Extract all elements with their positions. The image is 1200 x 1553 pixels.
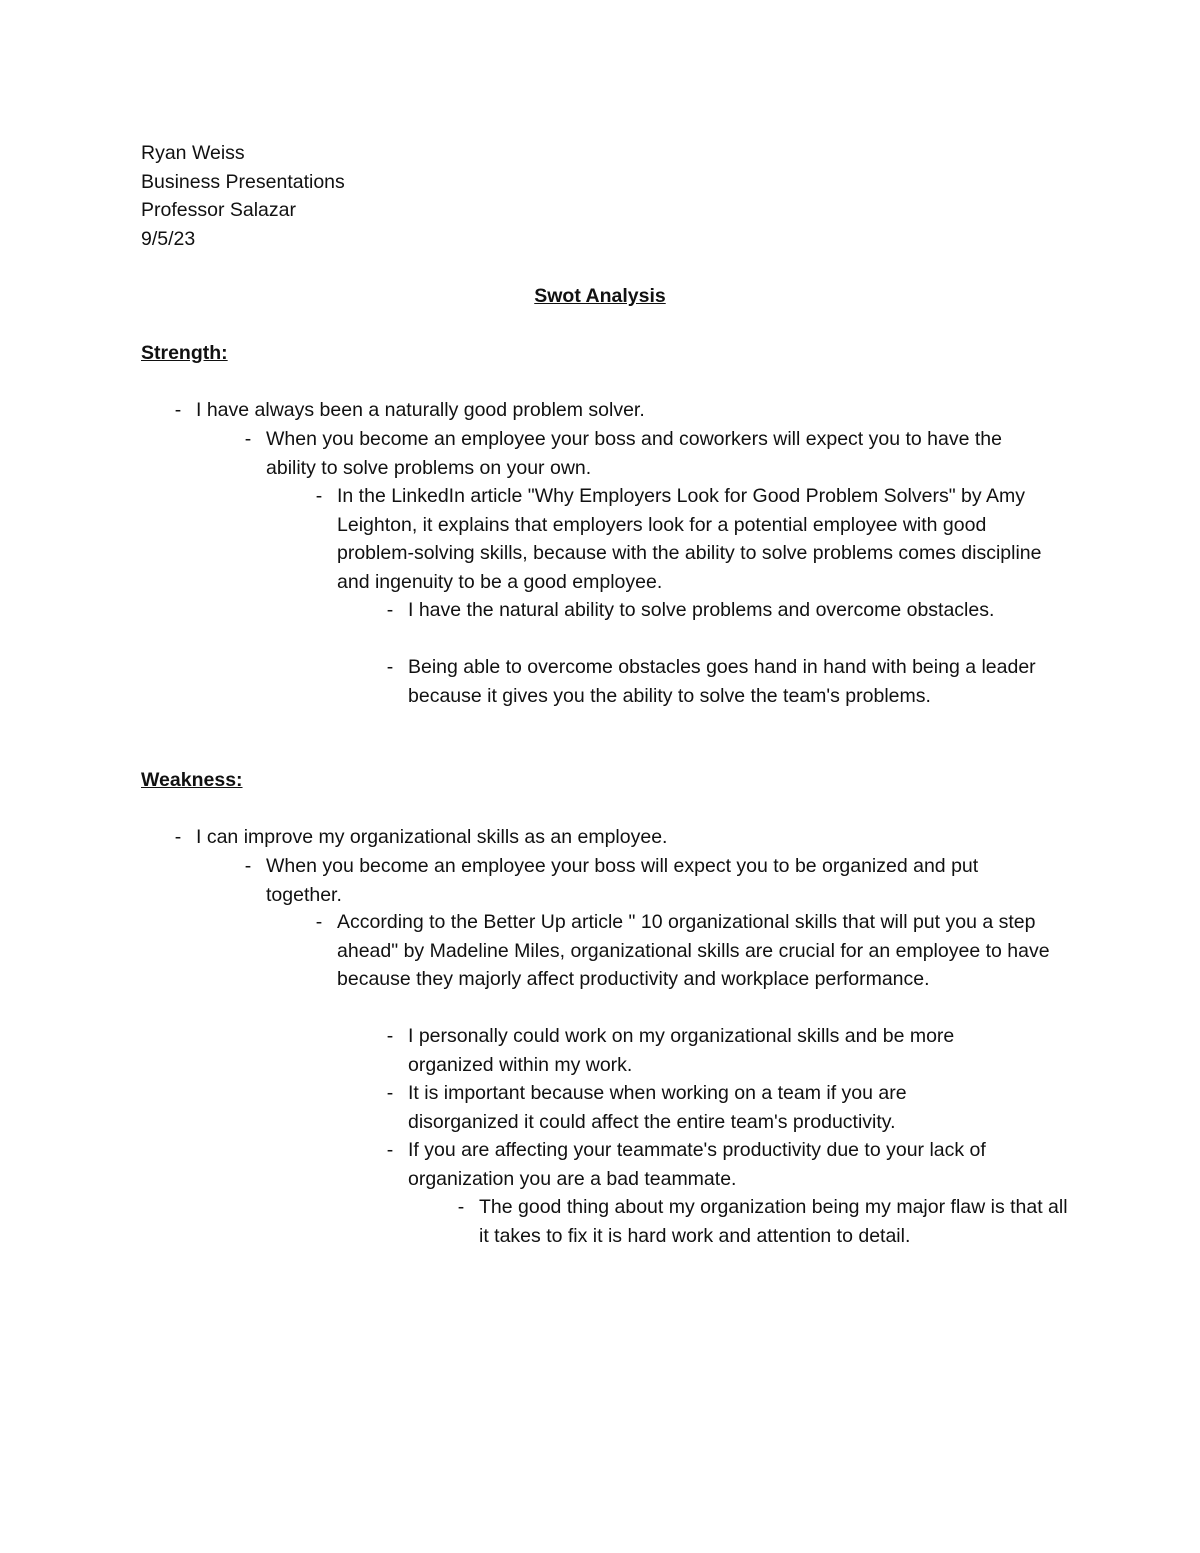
bullet-dash: - bbox=[386, 1139, 394, 1161]
list-item bbox=[160, 396, 1060, 425]
list-item-text: I have the natural ability to solve problems and overcome obstacles. bbox=[408, 599, 995, 621]
bullet-dash: - bbox=[457, 1196, 465, 1218]
list-item bbox=[301, 908, 1066, 994]
bullet-dash: - bbox=[386, 1082, 394, 1104]
weakness-heading: Weakness: bbox=[141, 769, 243, 791]
list-item bbox=[301, 482, 1063, 596]
bullet-dash: - bbox=[386, 1025, 394, 1047]
list-item-text: If you are affecting your teammate's productivity due to your lack of organization you are a bad teammate. bbox=[408, 1139, 986, 1190]
document-date: 9/5/23 bbox=[141, 227, 196, 250]
list-item bbox=[443, 1193, 1068, 1250]
bullet-dash: - bbox=[244, 855, 252, 877]
list-item bbox=[372, 1136, 1052, 1193]
list-item bbox=[230, 425, 1020, 482]
course-name: Business Presentations bbox=[141, 170, 345, 193]
bullet-dash: - bbox=[315, 485, 323, 507]
list-item-text: It is important because when working on a team if you are disorganized it could affect the entire team's productivity. bbox=[408, 1082, 907, 1133]
document-header bbox=[141, 139, 345, 253]
list-item-text: When you become an employee your boss will expect you to be organized and put together. bbox=[266, 855, 979, 906]
list-item-text: In the LinkedIn article "Why Employers Look for Good Problem Solvers" by Amy Leighton, it explains that employers look for a potential employee with good problem-solving skills, because with the ability to solve problems comes discipline and ingenuity to be a good employee. bbox=[337, 485, 1042, 593]
list-item-text: According to the Better Up article " 10 organizational skills that will put you a step ahead" by Madeline Miles, organizational skills are crucial for an employee to have because they majorly affect productivity and workplace performance. bbox=[337, 911, 1050, 990]
list-item-text: I have always been a naturally good problem solver. bbox=[196, 399, 645, 421]
list-item bbox=[230, 852, 1045, 909]
author-name: Ryan Weiss bbox=[141, 142, 245, 164]
list-item-text: When you become an employee your boss and coworkers will expect you to have the ability to solve problems on your own. bbox=[266, 428, 1002, 479]
list-item bbox=[372, 596, 1022, 625]
list-item-text: The good thing about my organization being my major flaw is that all it takes to fix it is hard work and attention to detail. bbox=[479, 1196, 1068, 1247]
list-item-text: I personally could work on my organizational skills and be more organized within my work. bbox=[408, 1025, 955, 1076]
list-item-text: I can improve my organizational skills as an employee. bbox=[196, 826, 668, 848]
strength-heading: Strength: bbox=[141, 342, 228, 364]
list-item bbox=[372, 1079, 992, 1136]
list-item bbox=[160, 823, 1060, 852]
bullet-dash: - bbox=[174, 399, 182, 421]
bullet-dash: - bbox=[174, 826, 182, 848]
bullet-dash: - bbox=[386, 599, 394, 621]
bullet-dash: - bbox=[244, 428, 252, 450]
professor-name: Professor Salazar bbox=[141, 199, 296, 221]
document-title: Swot Analysis bbox=[534, 285, 666, 307]
list-item bbox=[372, 653, 1062, 710]
bullet-dash: - bbox=[386, 656, 394, 678]
list-item-text: Being able to overcome obstacles goes hand in hand with being a leader because it gives you the ability to solve the team's problems. bbox=[408, 656, 1036, 707]
list-item bbox=[372, 1022, 1037, 1079]
bullet-dash: - bbox=[315, 911, 323, 933]
